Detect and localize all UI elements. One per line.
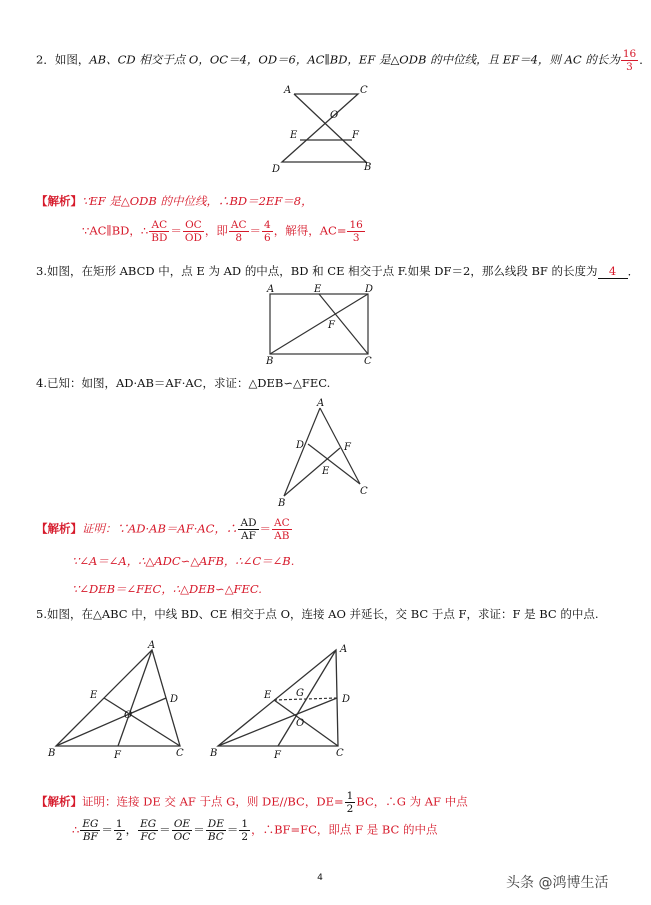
fig3-label-F: F: [328, 320, 335, 331]
fig2-label-F: F: [352, 130, 359, 141]
fig4-label-D: D: [296, 440, 305, 451]
fig2-label-A: A: [284, 85, 292, 96]
fig3-label-D: D: [365, 284, 374, 295]
fig5b-label-D: D: [342, 694, 351, 705]
fig5b-label-O: O: [296, 718, 305, 729]
problem4-solution-1: 【解析】证明：∵AD·AB＝AF·AC，∴ $\frac{AD}{AF}$ ＝ $\frac{AC}{AB}$: [36, 517, 290, 542]
problem5-figure-2: [204, 638, 364, 762]
fig5a-label-E: E: [90, 690, 98, 701]
problem2-solution-1: 【解析】∵EF 是△ODB 的中位线，∴BD＝2EF＝8，: [36, 194, 313, 208]
problem4-solution-2: ∵∠A＝∠A，∴△ADC∽△AFB，∴∠C＝∠B.: [72, 554, 295, 568]
problem2-number: 2．如图，: [36, 52, 90, 67]
fig5a-label-F: F: [114, 750, 121, 761]
watermark: 头条 @鸿博生活: [506, 875, 609, 891]
fig5b-label-C: C: [336, 748, 344, 759]
problem5-figure-1: [44, 638, 194, 762]
problem5-statement: 5.如图，在△ABC 中，中线 BD、CE 相交于点 O，连接 AO 并延长，交 BC 于点 F，求证：F 是 BC 的中点.: [36, 607, 599, 621]
fig3-label-E: E: [314, 284, 322, 295]
fig5a-label-A: A: [148, 640, 156, 651]
fig5a-label-B: B: [48, 748, 56, 759]
fig5b-label-B: B: [210, 748, 218, 759]
fig5b-label-E: E: [264, 690, 272, 701]
problem3-answer: 4: [598, 264, 628, 279]
problem3-statement: 3.如图，在矩形 ABCD 中，点 E 为 AD 的中点，BD 和 CE 相交于点 F.如果 DF＝2，那么线段 BF 的长度为 4 ．: [36, 264, 640, 278]
fig5b-label-F: F: [274, 750, 281, 761]
fig2-label-D: D: [272, 164, 281, 175]
fig5a-label-C: C: [176, 748, 184, 759]
fig5a-label-O: O: [124, 710, 133, 721]
fig3-label-A: A: [267, 284, 275, 295]
fig5b-label-A: A: [340, 644, 348, 655]
fig2-label-B: B: [364, 162, 372, 173]
problem4-solution-3: ∵∠DEB＝∠FEC，∴△DEB∽△FEC.: [72, 582, 262, 596]
fig4-label-A: A: [317, 398, 325, 409]
fig2-label-E: E: [290, 130, 298, 141]
fig2-label-C: C: [360, 85, 368, 96]
fig4-label-B: B: [278, 498, 286, 509]
problem2-text: AB、CD 相交于点 O，OC＝4，OD＝6，AC∥BD，EF 是△ODB 的中位线，且 EF＝4，则 AC 的长为: [89, 52, 620, 67]
fig2-label-O: O: [330, 110, 339, 121]
problem3-figure: [262, 282, 382, 366]
fig3-label-C: C: [364, 356, 372, 367]
fig4-label-E: E: [322, 466, 330, 477]
problem4-figure: [272, 396, 372, 508]
fig4-label-F: F: [344, 442, 351, 453]
problem5-solution-1: 【解析】证明：连接 DE 交 AF 于点 G，则 DE//BC，DE= $\frac{1}{2}$ BC，∴G 为 AF 中点: [36, 790, 468, 815]
fig3-label-B: B: [266, 356, 274, 367]
fig5b-label-G: G: [296, 688, 304, 699]
problem2-figure: [270, 82, 380, 174]
problem2-statement: 2．如图，AB、CD 相交于点 O，OC＝4，OD＝6，AC∥BD，EF 是△ODB 的中位线，且 EF＝4，则 AC 的长为 $\frac{16}{3}$ ．: [36, 48, 651, 73]
problem2-answer: $\frac{16}{3}$: [622, 48, 637, 73]
page-number: 4: [317, 873, 323, 883]
fig5a-label-D: D: [170, 694, 179, 705]
problem2-solution-2: ∵AC∥BD，∴ $\frac{AC}{BD}$ ＝ $\frac{OC}{OD}$ ，即 $\frac{AC}{8}$ ＝ $\frac{4}{6}$ ，解得，AC= $\frac{16}{3}$: [82, 219, 363, 244]
problem4-statement: 4.已知：如图，AD·AB＝AF·AC，求证：△DEB∽△FEC.: [36, 376, 331, 390]
problem5-solution-2: ∴ $\frac{EG}{BF}$ ＝ $\frac{1}{2}$ ， $\frac{EG}{FC}$ ＝ $\frac{OE}{OC}$ ＝ $\frac{DE}{BC}$ ＝ $\frac{1}{2}$ ，∴BF=FC，即点 F 是 BC 的中点: [72, 818, 438, 843]
fig4-label-C: C: [360, 486, 368, 497]
